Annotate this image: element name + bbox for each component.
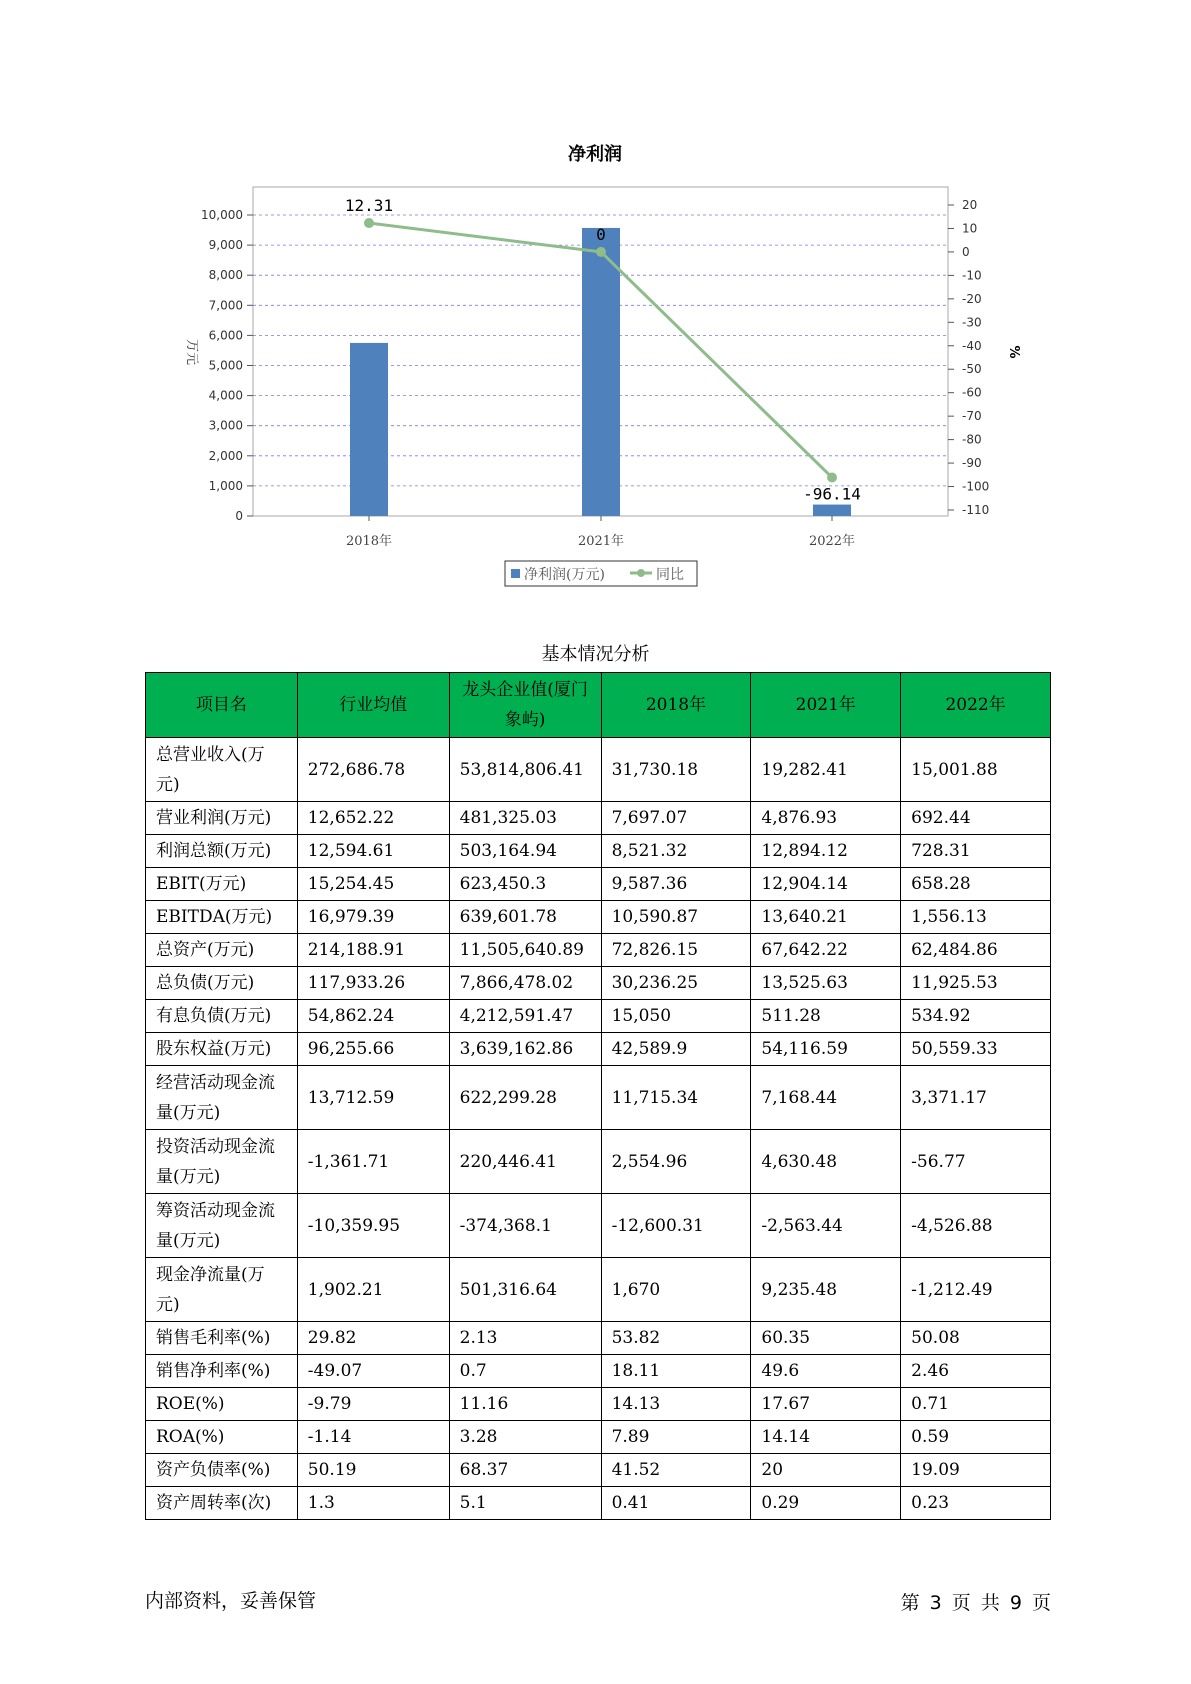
- table-cell: 3,371.17: [901, 1066, 1051, 1130]
- table-cell: 220,446.41: [449, 1130, 601, 1194]
- table-row: [146, 835, 1051, 868]
- y-axis-label: 万元: [184, 338, 199, 366]
- table-cell: 53,814,806.41: [449, 738, 601, 802]
- table-cell: 1,670: [601, 1258, 751, 1322]
- table-cell: 11,715.34: [601, 1066, 751, 1130]
- table-row: [146, 1258, 1051, 1322]
- table-cell: -12,600.31: [601, 1194, 751, 1258]
- row-label: ROA(%): [146, 1421, 298, 1454]
- yoy-data-label: -96.14: [803, 484, 861, 504]
- x-tick-label: 2018年: [345, 534, 393, 549]
- legend-line-label: 同比: [656, 567, 684, 583]
- table-cell: -374,368.1: [449, 1194, 601, 1258]
- y-tick-label: 5,000: [208, 358, 243, 373]
- bar: [350, 343, 388, 516]
- table-row: [146, 1194, 1051, 1258]
- table-cell: 29.82: [297, 1322, 449, 1355]
- row-label: 营业利润(万元): [146, 802, 298, 835]
- table-cell: 11,505,640.89: [449, 934, 601, 967]
- table-cell: 49.6: [751, 1355, 901, 1388]
- table-cell: 11.16: [449, 1388, 601, 1421]
- table-cell: -10,359.95: [297, 1194, 449, 1258]
- table-cell: 1.3: [297, 1487, 449, 1520]
- table-row: [146, 1130, 1051, 1194]
- y2-axis-label: %: [1006, 345, 1021, 359]
- column-header: 2021年: [751, 673, 901, 738]
- y2-tick-label: -20: [962, 291, 982, 306]
- table-cell: 3.28: [449, 1421, 601, 1454]
- table-cell: 54,116.59: [751, 1033, 901, 1066]
- column-header: 龙头企业值(厦门象屿): [449, 673, 601, 738]
- table-cell: 15,254.45: [297, 868, 449, 901]
- table-cell: -9.79: [297, 1388, 449, 1421]
- table-row: [146, 1322, 1051, 1355]
- table-cell: 0.41: [601, 1487, 751, 1520]
- y-tick-label: 2,000: [208, 448, 243, 463]
- table-cell: 67,642.22: [751, 934, 901, 967]
- table-body: [146, 738, 1051, 1520]
- table-cell: 7,168.44: [751, 1066, 901, 1130]
- table-cell: 0.29: [751, 1487, 901, 1520]
- net-profit-chart: [0, 0, 1191, 620]
- table-cell: 117,933.26: [297, 967, 449, 1000]
- yoy-point: [827, 472, 837, 482]
- yoy-data-label: 0: [596, 224, 606, 244]
- table-row: [146, 934, 1051, 967]
- table-row: [146, 738, 1051, 802]
- y2-tick-label: -30: [962, 315, 982, 330]
- table-row: [146, 802, 1051, 835]
- table-row: [146, 1487, 1051, 1520]
- table-row: [146, 1355, 1051, 1388]
- y2-tick-label: -100: [962, 479, 990, 494]
- row-label: EBIT(万元): [146, 868, 298, 901]
- chart-title: 净利润: [568, 144, 622, 165]
- table-cell: 17.67: [751, 1388, 901, 1421]
- table-cell: 16,979.39: [297, 901, 449, 934]
- legend-line-marker: [637, 569, 645, 577]
- table-cell: 3,639,162.86: [449, 1033, 601, 1066]
- table-row: [146, 1454, 1051, 1487]
- table-cell: -1,212.49: [901, 1258, 1051, 1322]
- row-label: 资产周转率(次): [146, 1487, 298, 1520]
- table-cell: 8,521.32: [601, 835, 751, 868]
- y-tick-label: 1,000: [208, 478, 243, 493]
- table-cell: 2.46: [901, 1355, 1051, 1388]
- table-cell: 68.37: [449, 1454, 601, 1487]
- table-cell: 7,866,478.02: [449, 967, 601, 1000]
- table-cell: -1.14: [297, 1421, 449, 1454]
- table-cell: 11,925.53: [901, 967, 1051, 1000]
- y2-tick-label: 10: [962, 221, 978, 236]
- table-cell: 19.09: [901, 1454, 1051, 1487]
- yoy-point: [364, 218, 374, 228]
- table-cell: 60.35: [751, 1322, 901, 1355]
- table-cell: 481,325.03: [449, 802, 601, 835]
- table-cell: 4,876.93: [751, 802, 901, 835]
- table-cell: 4,212,591.47: [449, 1000, 601, 1033]
- table-cell: 53.82: [601, 1322, 751, 1355]
- table-cell: 18.11: [601, 1355, 751, 1388]
- table-cell: 13,525.63: [751, 967, 901, 1000]
- table-cell: 2.13: [449, 1322, 601, 1355]
- y2-tick-label: 20: [962, 198, 978, 212]
- table-caption: 基本情况分析: [541, 644, 650, 665]
- table-cell: 31,730.18: [601, 738, 751, 802]
- y2-tick-label: -40: [962, 338, 982, 353]
- table-row: [146, 967, 1051, 1000]
- y-tick-label: 8,000: [208, 268, 243, 283]
- table-cell: -4,526.88: [901, 1194, 1051, 1258]
- row-label: 总负债(万元): [146, 967, 298, 1000]
- row-label: 销售净利率(%): [146, 1355, 298, 1388]
- y2-tick-label: -10: [962, 268, 982, 283]
- table-cell: 0.59: [901, 1421, 1051, 1454]
- table-cell: 72,826.15: [601, 934, 751, 967]
- table-cell: 50.19: [297, 1454, 449, 1487]
- y2-tick-label: -60: [962, 385, 982, 400]
- legend-bar-label: 净利润(万元): [524, 567, 605, 583]
- table-row: [146, 1388, 1051, 1421]
- yoy-data-label: 12.31: [344, 196, 394, 216]
- table-cell: 658.28: [901, 868, 1051, 901]
- row-label: 股东权益(万元): [146, 1033, 298, 1066]
- table-cell: 7.89: [601, 1421, 751, 1454]
- table-cell: 511.28: [751, 1000, 901, 1033]
- table-cell: 639,601.78: [449, 901, 601, 934]
- table-cell: 10,590.87: [601, 901, 751, 934]
- table-cell: -49.07: [297, 1355, 449, 1388]
- table-cell: 501,316.64: [449, 1258, 601, 1322]
- row-label: ROE(%): [146, 1388, 298, 1421]
- table-cell: 4,630.48: [751, 1130, 901, 1194]
- table-cell: 9,235.48: [751, 1258, 901, 1322]
- table-cell: 30,236.25: [601, 967, 751, 1000]
- legend-bar-swatch: [511, 569, 520, 578]
- row-label: EBITDA(万元): [146, 901, 298, 934]
- table-cell: 41.52: [601, 1454, 751, 1487]
- table-row: [146, 1066, 1051, 1130]
- table-cell: 2,554.96: [601, 1130, 751, 1194]
- table-cell: 1,556.13: [901, 901, 1051, 934]
- table-cell: -2,563.44: [751, 1194, 901, 1258]
- footer-page-number: 第 3 页 共 9 页: [900, 1592, 1051, 1614]
- x-tick-label: 2022年: [808, 534, 856, 549]
- row-label: 总营业收入(万元): [146, 738, 298, 802]
- table-row: [146, 1421, 1051, 1454]
- row-label: 经营活动现金流量(万元): [146, 1066, 298, 1130]
- table-cell: 15,001.88: [901, 738, 1051, 802]
- table-cell: 15,050: [601, 1000, 751, 1033]
- column-header: 行业均值: [297, 673, 449, 738]
- table-cell: 20: [751, 1454, 901, 1487]
- column-header: 2022年: [901, 673, 1051, 738]
- table-cell: 13,640.21: [751, 901, 901, 934]
- table-cell: 14.14: [751, 1421, 901, 1454]
- table-row: [146, 868, 1051, 901]
- table-cell: 534.92: [901, 1000, 1051, 1033]
- table-cell: 14.13: [601, 1388, 751, 1421]
- table-cell: -56.77: [901, 1130, 1051, 1194]
- table-cell: 62,484.86: [901, 934, 1051, 967]
- table-cell: 12,904.14: [751, 868, 901, 901]
- y2-tick-label: -50: [962, 362, 982, 377]
- table-cell: 13,712.59: [297, 1066, 449, 1130]
- table-cell: 623,450.3: [449, 868, 601, 901]
- y2-tick-label: -90: [962, 456, 982, 471]
- table-cell: 96,255.66: [297, 1033, 449, 1066]
- table-row: [146, 1033, 1051, 1066]
- table-row: [146, 901, 1051, 934]
- y-tick-label: 9,000: [208, 238, 243, 253]
- table-cell: 0.23: [901, 1487, 1051, 1520]
- footer-confidential: 内部资料，妥善保管: [145, 1590, 317, 1612]
- row-label: 利润总额(万元): [146, 835, 298, 868]
- y-tick-label: 4,000: [208, 388, 243, 403]
- table-cell: 214,188.91: [297, 934, 449, 967]
- table-cell: -1,361.71: [297, 1130, 449, 1194]
- table-cell: 728.31: [901, 835, 1051, 868]
- y2-tick-label: -70: [962, 409, 982, 424]
- column-header: 2018年: [601, 673, 751, 738]
- table-cell: 272,686.78: [297, 738, 449, 802]
- y2-tick-label: -110: [962, 503, 990, 517]
- table-header-row: [146, 673, 1051, 738]
- bar: [813, 505, 851, 516]
- table-cell: 54,862.24: [297, 1000, 449, 1033]
- row-label: 投资活动现金流量(万元): [146, 1130, 298, 1194]
- y2-tick-label: 0: [962, 244, 970, 259]
- table-cell: 9,587.36: [601, 868, 751, 901]
- y-tick-label: 7,000: [208, 298, 243, 313]
- y-tick-label: 6,000: [208, 328, 243, 343]
- bar: [582, 228, 620, 516]
- row-label: 有息负债(万元): [146, 1000, 298, 1033]
- table-cell: 50,559.33: [901, 1033, 1051, 1066]
- row-label: 总资产(万元): [146, 934, 298, 967]
- row-label: 销售毛利率(%): [146, 1322, 298, 1355]
- x-tick-label: 2021年: [577, 534, 625, 549]
- table-cell: 1,902.21: [297, 1258, 449, 1322]
- chart-svg: [0, 0, 1191, 620]
- table-cell: 7,697.07: [601, 802, 751, 835]
- column-header: 项目名: [146, 673, 298, 738]
- table-cell: 692.44: [901, 802, 1051, 835]
- table-cell: 0.7: [449, 1355, 601, 1388]
- yoy-point: [596, 247, 606, 257]
- row-label: 筹资活动现金流量(万元): [146, 1194, 298, 1258]
- table-cell: 12,894.12: [751, 835, 901, 868]
- table-cell: 12,652.22: [297, 802, 449, 835]
- basic-analysis-table: [145, 672, 1051, 1520]
- table-cell: 19,282.41: [751, 738, 901, 802]
- y-tick-label: 10,000: [201, 208, 243, 222]
- table-cell: 5.1: [449, 1487, 601, 1520]
- table-cell: 503,164.94: [449, 835, 601, 868]
- table-cell: 12,594.61: [297, 835, 449, 868]
- table-cell: 50.08: [901, 1322, 1051, 1355]
- y-tick-label: 3,000: [208, 418, 243, 433]
- table-cell: 0.71: [901, 1388, 1051, 1421]
- table-cell: 42,589.9: [601, 1033, 751, 1066]
- y2-tick-label: -80: [962, 432, 982, 447]
- y-tick-label: 0: [235, 509, 243, 523]
- table-cell: 622,299.28: [449, 1066, 601, 1130]
- table-row: [146, 1000, 1051, 1033]
- row-label: 资产负债率(%): [146, 1454, 298, 1487]
- row-label: 现金净流量(万元): [146, 1258, 298, 1322]
